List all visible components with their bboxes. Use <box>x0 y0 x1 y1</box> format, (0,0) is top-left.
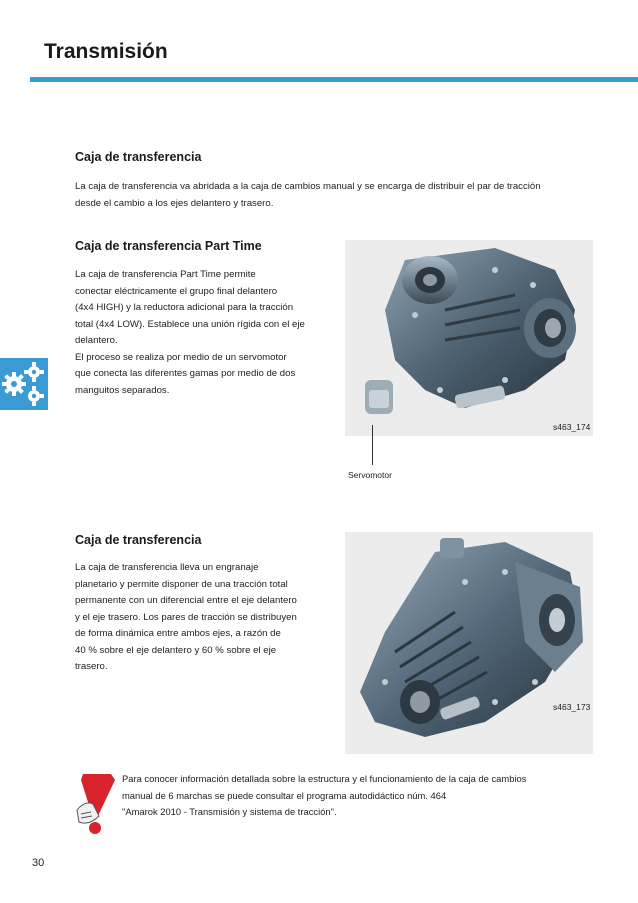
text-line: (4x4 HIGH) y la reductora adicional para la tracción <box>75 302 294 313</box>
intro-heading: Caja de transferencia <box>75 150 202 164</box>
text-line: manguitos separados. <box>75 384 170 396</box>
permanent-transfer-case-image <box>345 532 593 754</box>
text-line: Para conocer información detallada sobre la estructura y el funcionamiento de la caja de cambios <box>122 773 527 784</box>
text-line: La caja de transferencia va abridada a la caja de cambios manual y se encarga de distribuir el par de tracción <box>75 181 541 192</box>
page-number: 30 <box>32 857 45 869</box>
text-line: permanente con un diferencial entre el eje delantero <box>75 595 297 606</box>
intro-text <box>75 179 615 212</box>
text-line: manual de 6 marchas se puede consultar el programa autodidáctico núm. 464 <box>122 789 447 801</box>
note-text <box>122 771 602 821</box>
gears-icon <box>0 358 48 410</box>
exclamation-note-icon <box>75 770 119 836</box>
text-line: La caja de transferencia lleva un engranaje <box>75 562 259 573</box>
text-line: delantero. <box>75 335 118 346</box>
permanent-text <box>75 560 345 676</box>
text-line: La caja de transferencia Part Time permite <box>75 269 256 280</box>
text-line: total (4x4 LOW). Establece una unión rígida con el eje <box>75 318 305 330</box>
servomotor-callout: Servomotor <box>348 470 392 480</box>
callout-line <box>372 425 373 465</box>
text-line: de forma dinámica entre ambos ejes, a razón de <box>75 628 281 639</box>
text-line: El proceso se realiza por medio de un servomotor <box>75 351 287 363</box>
text-line: conectar eléctricamente el grupo final delantero <box>75 285 278 297</box>
part-time-transfer-case-image <box>345 240 593 436</box>
page-title: Transmisión <box>44 40 168 63</box>
text-line: trasero. <box>75 661 108 672</box>
text-line: y el eje trasero. Los pares de tracción se distribuyen <box>75 611 297 623</box>
text-line: 40 % sobre el eje delantero y 60 % sobre el eje <box>75 644 277 656</box>
part-time-heading: Caja de transferencia Part Time <box>75 239 262 253</box>
part-time-text <box>75 267 345 399</box>
text-line: "Amarok 2010 - Transmisión y sistema de tracción". <box>122 806 337 817</box>
permanent-heading: Caja de transferencia <box>75 533 202 547</box>
text-line: planetario y permite disponer de una tracción total <box>75 578 288 590</box>
text-line: desde el cambio a los ejes delantero y trasero. <box>75 197 274 209</box>
header-rule <box>30 77 638 82</box>
figure-code: s463_173 <box>553 702 591 712</box>
text-line: que conecta las diferentes gamas por medio de dos <box>75 368 296 379</box>
figure-code: s463_174 <box>553 422 591 432</box>
